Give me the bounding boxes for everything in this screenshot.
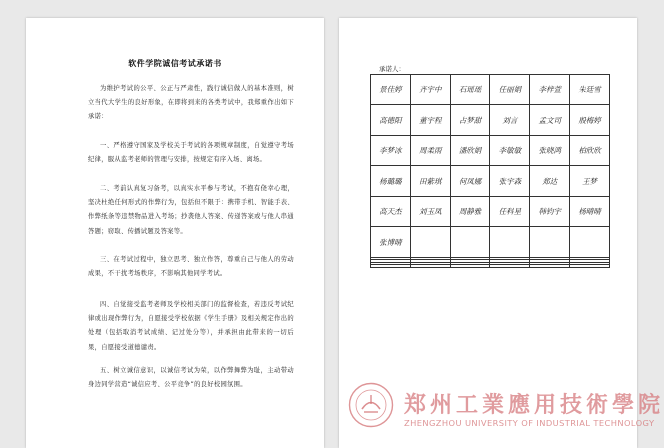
signature-cell [410, 227, 450, 257]
signature-cell: 周柔雨 [410, 135, 450, 165]
signature-cell: 刘玉凤 [410, 196, 450, 226]
signature-row [371, 105, 610, 135]
school-name-english: ZHENGZHOU UNIVERSITY OF INDUSTRIAL TECHNOLOGY [404, 418, 655, 428]
signature-cell: 李梦冰 [371, 135, 411, 165]
signature-cell: 王梦 [570, 166, 610, 196]
signature-cell [490, 265, 530, 268]
paragraph-item-3: 三、在考试过程中，独立思考、独立作答，尊重自己与他人的劳动成果，不干扰考场秩序，不影响其他同学考试。 [88, 256, 294, 278]
signature-cell: 张晓鸿 [530, 135, 570, 165]
signature-cell: 柏欣欣 [570, 135, 610, 165]
signature-row [371, 75, 610, 105]
signature-row [371, 166, 610, 196]
signature-cell [490, 227, 530, 257]
signature-cell: 景佳婷 [371, 75, 411, 105]
signature-row [371, 265, 610, 268]
signature-cell [530, 265, 570, 268]
signature-cell [570, 265, 610, 268]
signature-cell [450, 265, 490, 268]
signature-cell: 任科星 [490, 196, 530, 226]
signature-cell [530, 227, 570, 257]
signature-cell: 韩钧宇 [530, 196, 570, 226]
commitment-letter-page [26, 18, 324, 448]
signature-cell: 周静雅 [450, 196, 490, 226]
signature-table [370, 74, 610, 268]
paragraph-item-5: 五、树立诚信意识，以诚信考试为荣，以作弊舞弊为耻，主动带动身边同学营造“诚信应考、公平竞争”的良好校园氛围。 [88, 367, 294, 389]
signature-cell [450, 227, 490, 257]
paragraph-intro: 为维护考试的公平、公正与严肃性，践行诚信做人的基本准则，树立当代大学生的良好形象，在即将到来的各类考试中，我郑重作出如下承诺： [88, 85, 294, 121]
signature-cell: 郑达 [530, 166, 570, 196]
document-title: 软件学院诚信考试承诺书 [128, 59, 222, 68]
signature-cell: 田紫琪 [410, 166, 450, 196]
signature-cell: 高天杰 [371, 196, 411, 226]
paragraph-item-2: 二、考前认真复习备考，以真实水平参与考试，不抱有侥幸心理，坚决杜绝任何形式的作弊行为，包括但不限于：携带手机、智能手表、作弊纸条等违禁物品进入考场；抄袭他人答案、传递答案或与他人串通答题；窃取、传播试题及答案等。 [88, 185, 294, 235]
signature-cell: 殷梅婷 [570, 105, 610, 135]
signature-cell [570, 227, 610, 257]
signature-cell: 石瑶瑶 [450, 75, 490, 105]
signature-cell: 刘言 [490, 105, 530, 135]
signature-cell: 齐宇中 [410, 75, 450, 105]
school-name-chinese: 郑州工業應用技術學院 [404, 392, 664, 418]
signature-cell: 杨晴晴 [570, 196, 610, 226]
signature-row [371, 135, 610, 165]
signature-cell: 潘欣娟 [450, 135, 490, 165]
signature-cell: 何凤娜 [450, 166, 490, 196]
signature-cell [371, 265, 411, 268]
paragraph-item-4: 四、自觉接受监考老师及学校相关部门的监督检查，若违反考试纪律或出现作弊行为，自愿接受学校依据《学生手册》及相关规定作出的处理（包括取消考试成绩、记过处分等），并承担由此带来的一切后果，自愿接受道德谴责。 [88, 301, 294, 351]
signature-cell: 朱廷雪 [570, 75, 610, 105]
signature-cell: 张宇森 [490, 166, 530, 196]
signature-cell: 高德阳 [371, 105, 411, 135]
signature-cell: 李敏敏 [490, 135, 530, 165]
school-seal-logo [348, 382, 394, 428]
signature-row [371, 227, 610, 257]
signature-cell: 张博晴 [371, 227, 411, 257]
signature-cell: 任丽娟 [490, 75, 530, 105]
signature-cell: 孟文司 [530, 105, 570, 135]
signature-cell [410, 265, 450, 268]
pledger-label: 承诺人： [379, 65, 405, 73]
signature-cell: 李梓萱 [530, 75, 570, 105]
paragraph-item-1: 一、严格遵守国家及学校关于考试的各项规章制度，自觉遵守考场纪律，服从监考老师的管理与安排，按规定有序入场、离场。 [88, 142, 294, 164]
signature-cell: 董宇程 [410, 105, 450, 135]
signature-cell: 占梦甜 [450, 105, 490, 135]
signature-row [371, 196, 610, 226]
signature-cell: 杨璐璐 [371, 166, 411, 196]
